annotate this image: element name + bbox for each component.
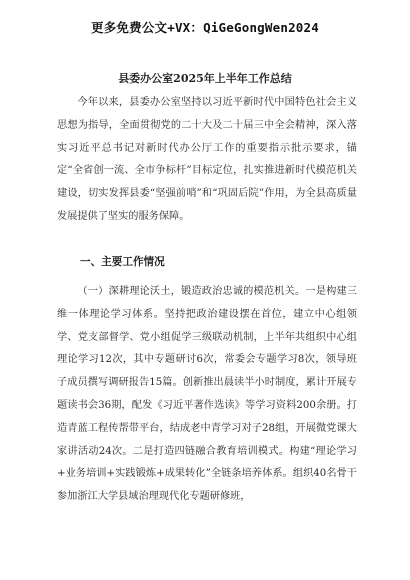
document-title: 县委办公室2025年上半年工作总结	[118, 72, 292, 85]
section-paragraph-theory: （一）深耕理论沃土，锻造政治忠诚的模范机关。一是构建三维一体理论学习体系。坚持把政治建设摆在首位，建立中心组领学、党支部督学、党小组促学三级联动机制，上半年共组织中心组理论学习12次，其中专题研讨6次，常委会专题学习8次，领导班子成员撰写调研报告15篇。创新推出晨读半小时制度，累计开展专题读书会36期，配发《习近平著作选读》等学习资料200余册。打造青蓝工程传帮带平台，结成老中青学习对子28组，开展微党课大家讲活动24次。二是打造四链融合教育培训模式。构建“理论学习+业务培训+实践锻炼+成果转化”全链条培养体系。组织40名骨干参加浙江大学县域治理现代化专题研修班，	[57, 286, 357, 503]
promo-header: 更多免费公文+VX：QiGeGongWen2024	[91, 20, 319, 35]
section-heading-main-work: 一、主要工作情况	[80, 256, 165, 268]
intro-paragraph: 今年以来，县委办公室坚持以习近平新时代中国特色社会主义思想为指导，全面贯彻党的二十大及二十届三中全会精神，深入落实习近平总书记对新时代办公厅工作的重要指示批示要求，锚定“全省创一流、全市争标杆”目标定位，扎实推进新时代模范机关建设，切实发挥县委“坚强前哨”和“巩固后院”作用，为全县高质量发展提供了坚实的服务保障。	[57, 97, 357, 222]
